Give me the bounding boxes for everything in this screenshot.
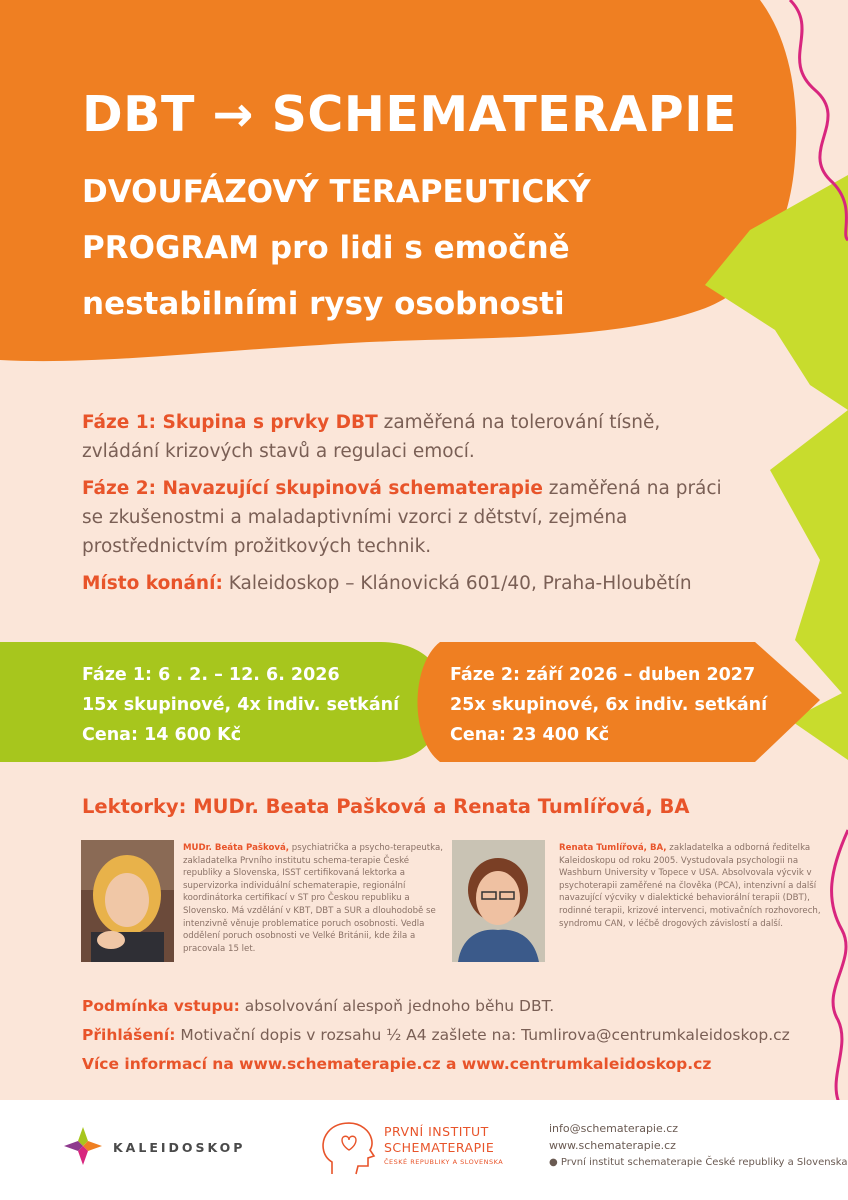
venue bbox=[82, 569, 722, 598]
phase-1-description bbox=[82, 408, 722, 466]
institute-line-2: SCHEMATERAPIE bbox=[384, 1140, 495, 1155]
bio-1-name: MUDr. Beáta Pašková, bbox=[183, 843, 290, 853]
program-description bbox=[82, 408, 722, 606]
facebook-text: První institut schematerapie České republiky a Slovenska bbox=[560, 1157, 848, 1168]
institute-head-icon bbox=[318, 1118, 378, 1176]
entry-condition-text: absolvování alespoň jednoho běhu DBT. bbox=[239, 997, 555, 1015]
application-label: Přihlášení: bbox=[82, 1026, 176, 1044]
contact-email[interactable]: info@schematerapie.cz bbox=[549, 1122, 679, 1135]
title-line-2: DVOUFÁZOVÝ TERAPEUTICKÝ bbox=[82, 174, 591, 210]
phase-2-dates: Fáze 2: září 2026 – duben 2027 bbox=[450, 665, 756, 685]
phase-1-text: zaměřená na tolerování tísně, zvládání krizových stavů a regulaci emocí. bbox=[82, 412, 661, 462]
bio-beata-paskova bbox=[183, 842, 445, 955]
venue-label: Místo konání: bbox=[82, 573, 223, 594]
registration-info bbox=[82, 992, 790, 1079]
bio-2-text: zakladatelka a odborná ředitelka Kaleidoskopu od roku 2005. Vystudovala psychologii na Washburn University v Topece v USA. Absolvovala výcvik v psychoterapii zaměřené na člověka (PCA), intenzivní a další navazující výcviky v dialektické behaviorální terapii (DBT), rodinné terapii, krizové intervenci, motivačních rozhovorech, syndromu CAN, v léčbě drogových závislostí a další. bbox=[559, 843, 821, 929]
phase-2-description bbox=[82, 474, 722, 561]
institute-line-1: PRVNÍ INSTITUT bbox=[384, 1124, 489, 1139]
title-subtitle bbox=[82, 164, 702, 332]
venue-text: Kaleidoskop – Klánovická 601/40, Praha-Hloubětín bbox=[222, 573, 692, 594]
phase-2-text: zaměřená na práci se zkušenostmi a maladaptivními vzorci z dětství, zejména prostřednictvím prožitkových technik. bbox=[82, 478, 722, 557]
bio-1-text: psychiatrička a psycho-terapeutka, zakladatelka Prvního institutu schema-terapie České republiky a Slovenska, ISST certifikovaná lektorka a supervizorka individuální schematerapie, regionální koordinátorka certifikací v ST pro Českou republiku a Slovensko. Má vzdělání v KBT, DBT a SUR a dlouhodobě se intenzivně věnuje problematice poruch osobnosti. Vedla oddělení poruch osobnosti ve Velké Británii, kde žila a pracovala 15 let. bbox=[183, 843, 444, 954]
kaleidoskop-logo-text: KALEIDOSKOP bbox=[113, 1140, 246, 1155]
application bbox=[82, 1021, 790, 1050]
phase-2-sessions: 25x skupinové, 6x indiv. setkání bbox=[450, 695, 768, 715]
bio-renata-tumlirova bbox=[559, 842, 821, 930]
photo-renata-tumlirova bbox=[452, 840, 545, 962]
phase-2-info bbox=[450, 660, 767, 750]
entry-condition-label: Podmínka vstupu: bbox=[82, 997, 240, 1015]
phase-2-price: Cena: 23 400 Kč bbox=[450, 725, 610, 745]
title-line-3: PROGRAM pro lidi s emočně bbox=[82, 230, 570, 266]
phase-1-dates: Fáze 1: 6 . 2. – 12. 6. 2026 bbox=[82, 665, 340, 685]
photo-beata-paskova bbox=[81, 840, 174, 962]
phase-1-sessions: 15x skupinové, 4x indiv. setkání bbox=[82, 695, 400, 715]
bio-2-name: Renata Tumlířová, BA, bbox=[559, 843, 667, 853]
application-text: Motivační dopis v rozsahu ½ A4 zašlete na: Tumlirova@centrumkaleidoskop.cz bbox=[175, 1026, 790, 1044]
lecturers-heading: Lektorky: MUDr. Beata Pašková a Renata Tumlířová, BA bbox=[82, 795, 690, 818]
contact-web[interactable]: www.schematerapie.cz bbox=[549, 1139, 676, 1152]
facebook-link[interactable] bbox=[549, 1154, 848, 1171]
kaleidoskop-logo-icon bbox=[62, 1125, 104, 1167]
phase-1-info bbox=[82, 660, 399, 750]
facebook-icon: ● bbox=[549, 1157, 558, 1168]
contact-info bbox=[549, 1120, 848, 1171]
institute-line-3: ČESKÉ REPUBLIKY A SLOVENSKA bbox=[384, 1158, 504, 1166]
title-line-4: nestabilními rysy osobnosti bbox=[82, 286, 565, 322]
institute-logo-text bbox=[384, 1124, 503, 1168]
entry-condition bbox=[82, 992, 790, 1021]
more-info-link[interactable]: Více informací na www.schematerapie.cz a www.centrumkaleidoskop.cz bbox=[82, 1055, 712, 1073]
title-main: DBT → SCHEMATERAPIE bbox=[82, 86, 737, 143]
phase-1-price: Cena: 14 600 Kč bbox=[82, 725, 242, 745]
phase-1-label: Fáze 1: Skupina s prvky DBT bbox=[82, 412, 378, 433]
phase-2-label: Fáze 2: Navazující skupinová schematerapie bbox=[82, 478, 543, 499]
